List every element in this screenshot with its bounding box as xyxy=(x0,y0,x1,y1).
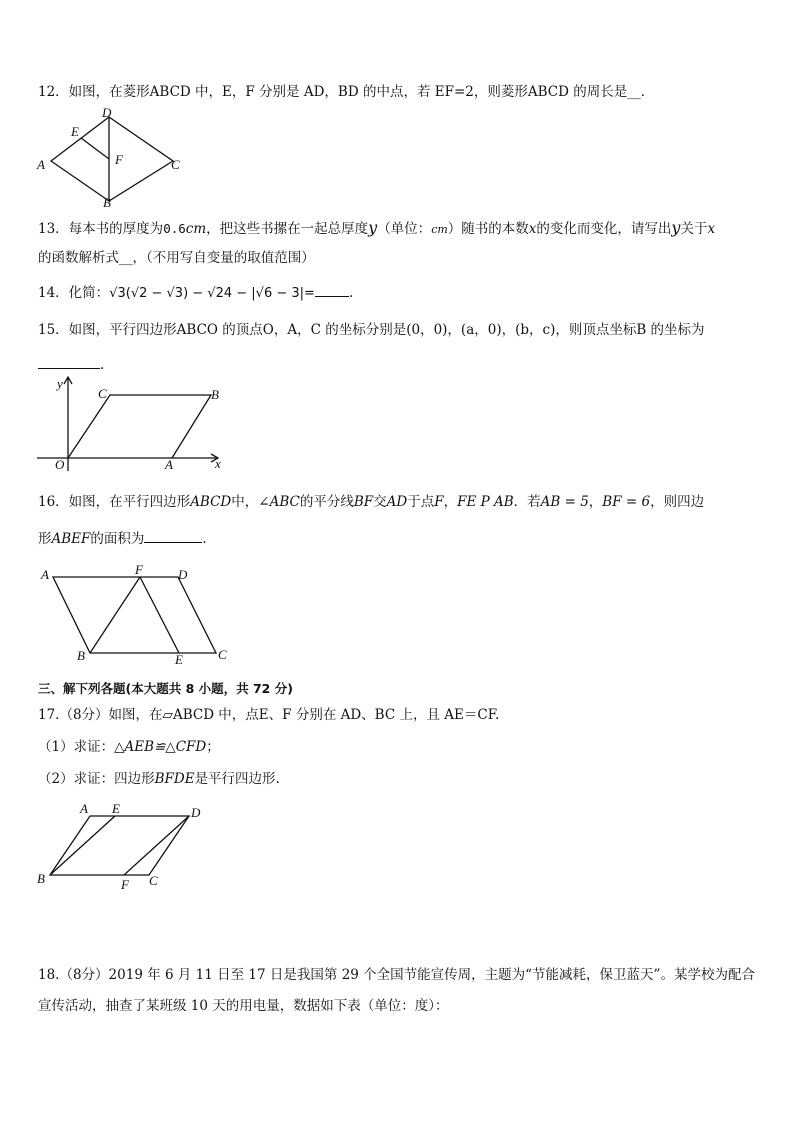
q17-part2 xyxy=(38,770,280,788)
q13-text-a: 13．每本书的厚度为 xyxy=(38,221,164,237)
q12-period: ． xyxy=(640,84,655,100)
label-a: A xyxy=(165,457,173,472)
label-f: F xyxy=(121,877,129,892)
parallelogram-abcd xyxy=(53,577,216,653)
label-c: C xyxy=(171,157,180,172)
q17-part2-end: 是平行四边形. xyxy=(194,771,280,787)
label-a: A xyxy=(80,801,88,816)
q12-answer-blank[interactable]: __ xyxy=(627,84,641,100)
q13-line2 xyxy=(38,249,315,267)
q13-text-h: ，（不用写自变量的取值范围） xyxy=(132,250,315,266)
segment-fe xyxy=(140,577,179,653)
q16-fe-parallel-ab: FE P AB xyxy=(457,494,514,510)
q13-text-c: （单位： xyxy=(377,221,432,237)
q13-answer-blank[interactable]: __ xyxy=(119,250,133,266)
q13-var-x-2: x xyxy=(707,221,716,237)
q17-part1-end: ； xyxy=(206,739,220,755)
q12-question: 12．如图，在菱形ABCD 中，E，F 分别是 AD，BD 的中点，若 EF=2，则菱形ABCD 的周长是 xyxy=(38,84,628,100)
segment-fd xyxy=(124,816,189,875)
section-3-heading: 三、解下列各题(本大题共 8 小题，共 72 分) xyxy=(38,681,293,696)
label-o: O xyxy=(55,457,65,472)
q16-line1 xyxy=(38,493,704,511)
segment-bf xyxy=(90,577,140,653)
q17-part2-label: （2）求证：四边形 xyxy=(38,771,155,787)
q16-parallelogram-figure xyxy=(38,562,238,667)
q13-unit: cm xyxy=(185,221,207,237)
q14-answer-blank[interactable] xyxy=(315,284,349,297)
label-d: D xyxy=(191,805,201,820)
label-b: B xyxy=(77,648,85,663)
q16-answer-blank[interactable] xyxy=(144,530,202,543)
q15-question: 15．如图，平行四边形ABCO 的顶点O，A，C 的坐标分别是(0，0)，(a，0)，(b，c)，则顶点坐标B 的坐标为 xyxy=(38,322,705,338)
q16-text-d: 交 xyxy=(373,494,387,510)
label-x: x xyxy=(215,456,221,471)
q13-text-e: 的变化而变化，请写出 xyxy=(536,221,672,237)
q17-congruence: △AEB≌△CFD xyxy=(114,739,207,755)
q16-text-k: 的面积为 xyxy=(90,531,145,547)
q16-text-f: ， xyxy=(443,494,458,510)
label-f: F xyxy=(135,562,143,577)
q12-rhombus-figure xyxy=(35,105,195,210)
label-d: D xyxy=(102,105,112,120)
q16-ab-value: AB = 5 xyxy=(540,494,589,510)
q17-part1-label: （1）求证： xyxy=(38,739,115,755)
q14-period: . xyxy=(348,285,354,301)
q15-period: . xyxy=(100,357,105,373)
label-e: E xyxy=(175,652,183,667)
q13-line1 xyxy=(38,219,715,239)
q16-f: F xyxy=(434,494,444,510)
q15-answer-blank[interactable] xyxy=(38,356,100,369)
q14-expression: √3(√2 − √3) − √24 − |√6 − 3|= xyxy=(109,286,315,301)
q16-bf: BF xyxy=(353,494,374,510)
q13-unit-2: cm xyxy=(431,223,448,236)
segment-be xyxy=(50,816,115,875)
q17-bfde: BFDE xyxy=(154,771,195,787)
q15-coordinate-figure xyxy=(35,376,235,476)
q13-text-g: 的函数解析式 xyxy=(38,250,119,266)
q13-var-y: y xyxy=(368,218,378,237)
label-e: E xyxy=(71,124,79,139)
q16-ad: AD xyxy=(386,494,408,510)
parallelogram-abcd xyxy=(50,816,189,875)
label-c: C xyxy=(218,647,227,662)
label-b: B xyxy=(103,195,111,210)
q15-line xyxy=(38,321,705,339)
q17-part1 xyxy=(38,738,220,756)
q13-thickness: 0.6 xyxy=(163,221,186,236)
q16-abef: ABEF xyxy=(51,531,91,547)
label-c: C xyxy=(149,873,158,888)
rhombus-abcd xyxy=(51,117,173,201)
q13-var-x: x xyxy=(528,221,537,237)
q16-angle: ∠ABC xyxy=(258,494,300,510)
label-c: C xyxy=(98,386,107,401)
label-e: E xyxy=(112,801,120,816)
q16-text-h: ， xyxy=(588,494,603,510)
label-a: A xyxy=(37,157,45,172)
q16-text-b: 中， xyxy=(231,494,259,510)
q17-parallelogram-figure xyxy=(36,798,216,893)
q16-text-e: 于点 xyxy=(407,494,435,510)
parallelogram-abco xyxy=(68,395,211,458)
q16-period: . xyxy=(202,531,207,547)
q15-answer-line xyxy=(38,356,104,374)
q16-bf-value: BF = 6 xyxy=(602,494,651,510)
label-f: F xyxy=(115,152,123,167)
segment-ef xyxy=(81,138,109,159)
q16-text-c: 的平分线 xyxy=(299,494,354,510)
q16-text-a: 16．如图，在平行四边形 xyxy=(38,494,191,510)
q16-abcd: ABCD xyxy=(190,494,232,510)
q16-text-j: 形 xyxy=(38,531,52,547)
q12-text xyxy=(38,83,654,101)
q13-text-d: ）随书的本数 xyxy=(447,221,529,237)
q18-line1: 18.（8分）2019 年 6 月 11 日至 17 日是我国第 29 个全国节能宣传周，主题为“节能减耗，保卫蓝天”。某学校为配合 xyxy=(38,967,755,983)
label-b: B xyxy=(37,871,45,886)
q16-text-g: ．若 xyxy=(513,494,541,510)
label-a: A xyxy=(41,567,49,582)
q18-line2: 宣传活动，抽查了某班级 10 天的用电量，数据如下表（单位：度）： xyxy=(38,998,449,1014)
label-y: y xyxy=(57,376,63,391)
label-b: B xyxy=(211,387,219,402)
q14-line xyxy=(38,284,353,303)
q16-line2 xyxy=(38,530,207,548)
q14-prefix: 14．化简： xyxy=(38,285,110,301)
q13-text-f: 关于 xyxy=(680,221,708,237)
q13-var-y-2: y xyxy=(671,218,681,237)
q17-line1: 17.（8分）如图，在▱ABCD 中，点E、F 分别在 AD、BC 上，且 AE＝CF. xyxy=(38,707,500,723)
q13-text-b: ，把这些书摞在一起总厚度 xyxy=(206,221,369,237)
q16-text-i: ，则四边 xyxy=(650,494,705,510)
label-d: D xyxy=(178,567,188,582)
